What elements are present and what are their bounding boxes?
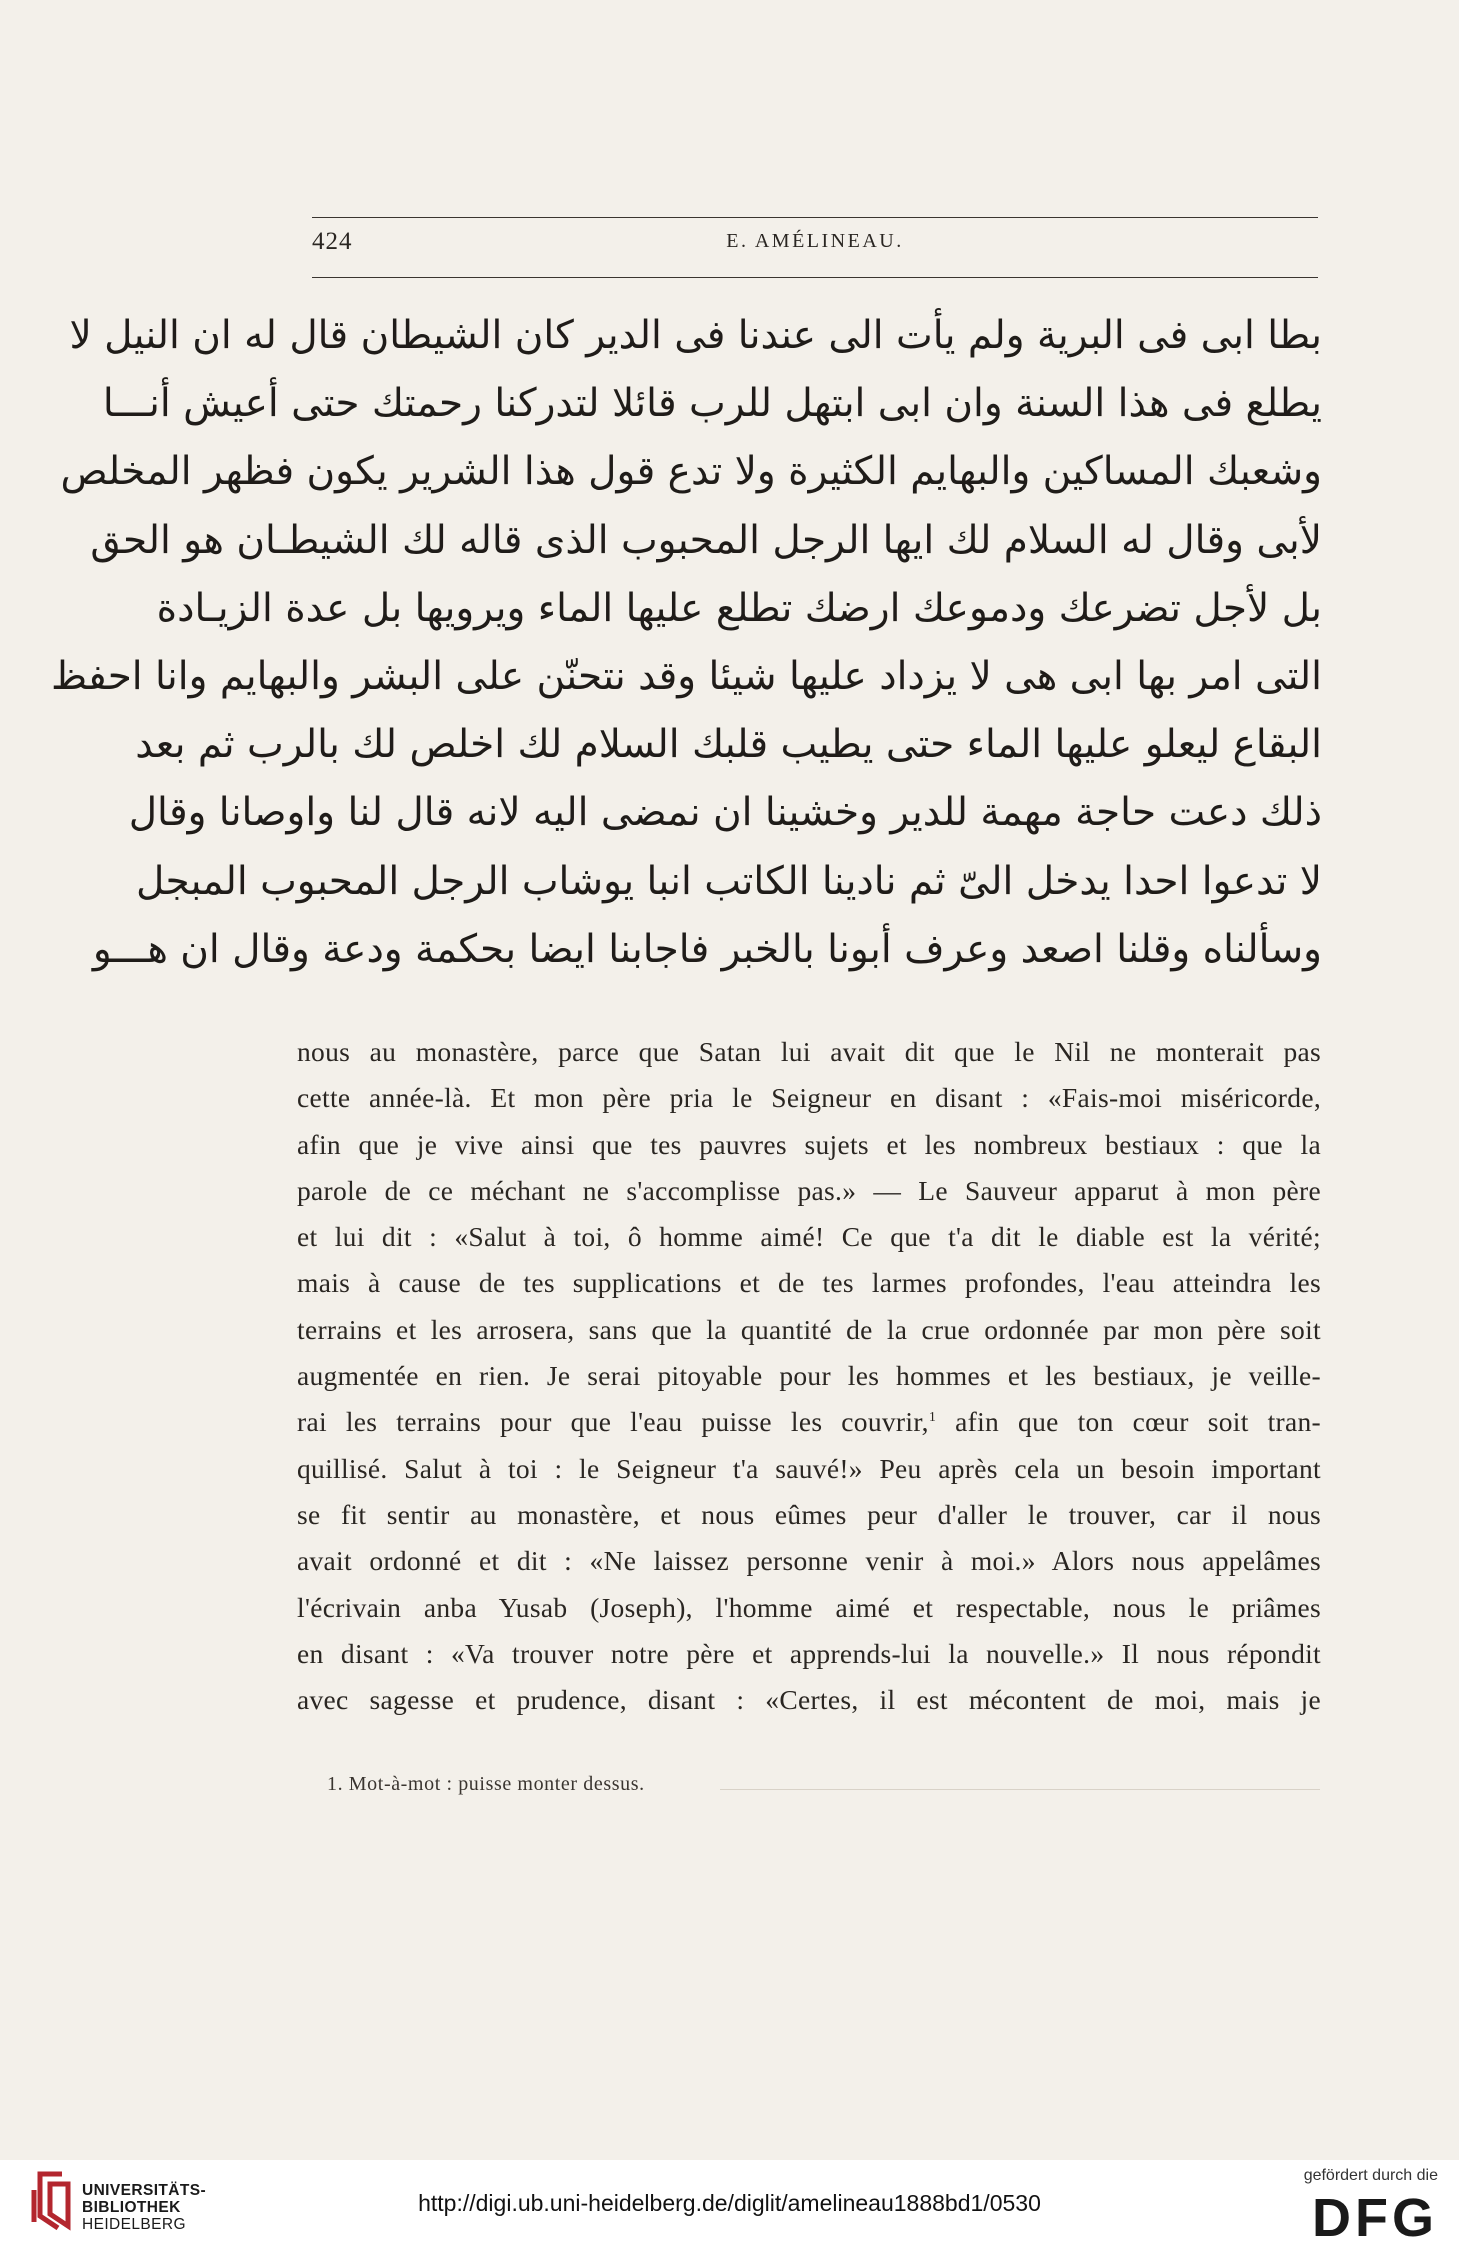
header-rule-top <box>312 217 1318 218</box>
french-line: se fit sentir au monastère, et nous eûmes peur d'aller le trouver, car il nous <box>297 1498 1321 1530</box>
bleed-through-rule <box>720 1789 1320 1790</box>
running-head: E. AMÉLINEAU. <box>726 230 904 252</box>
arabic-line: وشعبك المساكين والبهايم الكثيرة ولا تدع قول هذا الشرير يكون فظهر المخلص <box>60 449 1322 495</box>
french-translation-block <box>297 1029 1321 1723</box>
footnote: 1. Mot-à-mot : puisse monter dessus. <box>327 1773 645 1795</box>
library-name-line: HEIDELBERG <box>82 2216 186 2233</box>
page-header <box>312 228 1318 268</box>
arabic-line: البقاع ليعلو عليها الماء حتى يطيب قلبك السلام لك اخلص لك بالرب ثم بعد <box>135 722 1322 768</box>
french-line: terrains et les arrosera, sans que la quantité de la crue ordonnée par mon père soit <box>297 1313 1321 1345</box>
arabic-line: لأبى وقال له السلام لك ايها الرجل المحبوب الذى قاله لك الشيطـان هو الحق <box>90 517 1322 563</box>
permalink-url[interactable]: http://digi.ub.uni-heidelberg.de/diglit/amelineau1888bd1/0530 <box>418 2190 1041 2216</box>
french-line-part: rai les terrains pour que l'eau puisse les couvrir, <box>297 1406 929 1438</box>
footnote-reference[interactable]: 1 <box>928 1410 937 1426</box>
french-line-with-footnote <box>297 1399 1321 1445</box>
french-line: l'écrivain anba Yusab (Joseph), l'homme aimé et respectable, nous le priâmes <box>297 1591 1321 1623</box>
page-number: 424 <box>312 228 353 255</box>
arabic-line: التى امر بها ابى هى لا يزداد عليها شيئا وقد نتحنّن على البشر والبهايم وانا احفظ <box>50 653 1322 699</box>
french-line: avait ordonné et dit : «Ne laissez personne venir à moi.» Alors nous appelâmes <box>297 1545 1321 1577</box>
library-name-line: UNIVERSITÄTS- <box>82 2182 207 2199</box>
library-name-line: BIBLIOTHEK <box>82 2199 181 2216</box>
french-line: augmentée en rien. Je serai pitoyable pour les hommes et les bestiaux, je veille- <box>297 1360 1321 1392</box>
dfg-logo[interactable]: DFG <box>1312 2188 1438 2248</box>
arabic-line: وسألناه وقلنا اصعد وعرف أبونا بالخبر فاجابنا ايضا بحكمة ودعة وقال ان هـــو <box>92 926 1322 972</box>
arabic-line: لا تدعوا احدا يدخل الىّ ثم نادينا الكاتب انبا يوشاب الرجل المحبوب المبجل <box>135 858 1322 904</box>
header-rule-bottom <box>312 277 1318 278</box>
arabic-text-block <box>50 302 1322 984</box>
french-line: en disant : «Va trouver notre père et apprends-lui la nouvelle.» Il nous répondit <box>297 1637 1321 1669</box>
french-line: nous au monastère, parce que Satan lui avait dit que le Nil ne monterait pas <box>297 1036 1321 1067</box>
french-line: parole de ce méchant ne s'accomplisse pas.» — Le Sauveur apparut à mon père <box>297 1174 1321 1206</box>
funded-by-label: gefördert durch die <box>1303 2167 1438 2184</box>
french-line-part: afin que ton cœur soit tran- <box>936 1406 1322 1438</box>
arabic-line: بل لأجل تضرعك ودموعك ارضك تطلع عليها الماء ويرويها بل عدة الزيـادة <box>156 585 1322 631</box>
french-line: quillisé. Salut à toi : le Seigneur t'a sauvé!» Peu après cela un besoin important <box>297 1452 1321 1484</box>
french-line: afin que je vive ainsi que tes pauvres sujets et les nombreux bestiaux : que la <box>297 1128 1321 1160</box>
french-line: avec sagesse et prudence, disant : «Certes, il est mécontent de moi, mais je <box>297 1684 1321 1716</box>
french-line: cette année-là. Et mon père pria le Seigneur en disant : «Fais-moi miséricorde, <box>297 1082 1321 1114</box>
french-line: mais à cause de tes supplications et de tes larmes profondes, l'eau atteindra les <box>297 1267 1321 1299</box>
french-line: et lui dit : «Salut à toi, ô homme aimé! Ce que t'a dit le diable est la vérité; <box>297 1221 1321 1253</box>
arabic-line: بطا ابى فى البرية ولم يأت الى عندنا فى الدير كان الشيطان قال له ان النيل لا <box>69 313 1322 358</box>
arabic-line: يطلع فى هذا السنة وان ابى ابتهل للرب قائلا لتدركنا رحمتك حتى أعيش أنـــا <box>102 381 1322 427</box>
arabic-line: ذلك دعت حاجة مهمة للدير وخشينا ان نمضى اليه لانه قال لنا واوصانا وقال <box>128 790 1322 836</box>
